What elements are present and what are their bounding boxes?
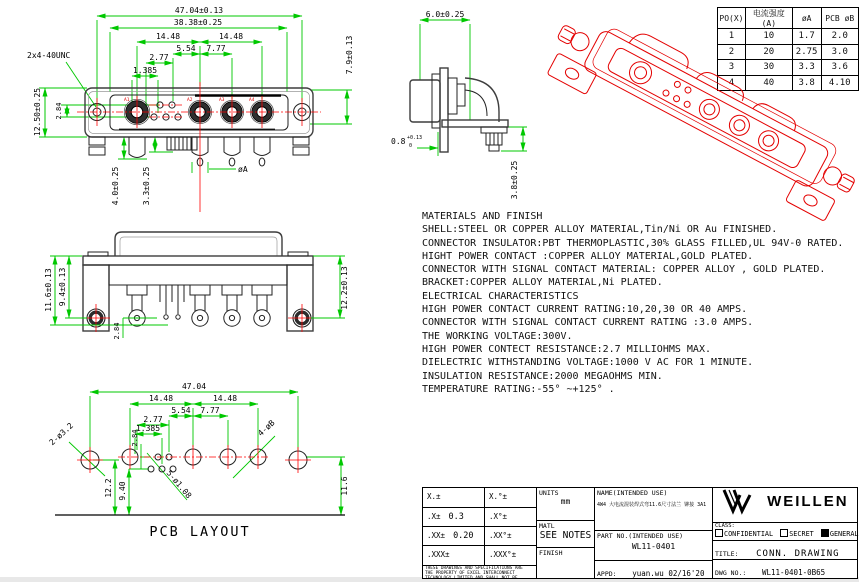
note-line: ELECTRICAL CHARACTERISTICS — [422, 290, 579, 302]
dim-pin-length: 4.0±0.25 — [111, 166, 120, 206]
table-header-row — [718, 8, 859, 29]
cell: 3.0 — [821, 44, 858, 60]
note-line: SHELL:STEEL OR COPPER ALLOY MATERIAL,Tin/Ni OR Au FINISHED. — [422, 224, 778, 236]
cell: 40 — [745, 75, 792, 91]
thread-callout: 2x4-40UNC — [27, 51, 71, 60]
brand-cell — [713, 488, 857, 523]
name-value: 4W4 大电流混装焊式弯11.6尺寸法兰 铆接 3A1 — [597, 502, 707, 508]
tol-value: 0.3 — [448, 512, 464, 522]
part-no-value: WL11-0401 — [631, 542, 676, 551]
note-line: DIELECTRIC WITHSTANDING VOLTAGE:1000 V AC FOR 1 MINUTE. — [422, 357, 754, 369]
pcb-dimension-text — [48, 382, 349, 540]
part-no-label: PART NO.(INTENDED USE) — [597, 532, 684, 540]
tol-cell — [423, 488, 485, 508]
pcb-dim-777: 7.77 — [200, 406, 220, 415]
note-line: CONNECTOR WITH SIGNAL CONTACT MATERIAL: COPPER ALLOY , GOLD PLATED. — [422, 264, 826, 276]
matl-cell — [537, 521, 595, 548]
tol-cell — [423, 527, 485, 546]
contact-label-a1: A1 — [124, 98, 130, 103]
units-label: UNITS — [539, 489, 559, 497]
col-header-oa: øA — [792, 8, 821, 29]
dim-total-width: 47.04±0.13 — [174, 6, 224, 15]
pcb-holes — [55, 445, 345, 515]
pcb-dim-pitch-r: 14.48 — [212, 394, 238, 403]
dim-08: 0.8 — [391, 137, 406, 146]
dim-116: 11.6±0.13 — [44, 268, 53, 312]
pcb-dim-284: 2.84 — [131, 429, 139, 447]
pcb-dim-554: 5.54 — [171, 406, 191, 415]
cell: 3.8 — [792, 75, 821, 91]
dim-pin-length2: 3.3±0.25 — [142, 166, 151, 206]
brand-name: WEILLEN — [767, 493, 849, 510]
pcb-layout-title: PCB LAYOUT — [149, 524, 251, 540]
appd-value: yuan.wu 02/16'20 — [632, 569, 705, 578]
class-option-secret: SECRET — [789, 530, 814, 538]
note-line: CONNECTOR WITH SIGNAL CONTACT CURRENT RATING :3.0 AMPS. — [422, 317, 754, 329]
iso-connector — [540, 0, 859, 225]
tol-label: X.°± — [489, 492, 508, 501]
checkbox-general — [821, 529, 829, 537]
cell: 3.6 — [821, 60, 858, 76]
checkbox-confidential — [715, 529, 723, 537]
side-dimension-lines — [417, 20, 527, 156]
cell: 2.75 — [792, 44, 821, 60]
rear-body — [82, 232, 316, 332]
contact-label-a3: A3 — [219, 98, 225, 103]
pcb-dim-pitch-l: 14.48 — [148, 394, 174, 403]
note-line: BRACKET:COPPER ALLOY MATERIAL,Ni PLATED. — [422, 277, 663, 289]
cell: 4 — [718, 75, 746, 91]
pcb-dim-277: 2.77 — [143, 415, 163, 424]
finish-label: FINISH — [539, 549, 563, 557]
drawing-title-value: CONN. DRAWING — [756, 549, 840, 559]
note-line: MATERIALS AND FINISH — [422, 211, 543, 222]
legal-notice — [423, 566, 537, 581]
note-line: CONNECTOR INSULATOR:PBT THERMOPLASTIC,30% GLASS FILLED,UL 94V-0 RATED. — [422, 237, 844, 249]
title-cell — [713, 541, 857, 560]
weillen-logo-icon — [721, 488, 757, 514]
legal-line: THESE DRAWINGS AND SPECIFICATIONS ARE — [425, 566, 523, 571]
materials-notes — [422, 210, 859, 396]
pcb-callout-mount-holes: 2-ø3.2 — [47, 421, 76, 448]
pcb-dim-total: 47.04 — [181, 382, 207, 391]
tol-cell — [485, 546, 537, 566]
cell: 30 — [745, 60, 792, 76]
contact-label-a2: A2 — [187, 98, 193, 103]
dim-38: 3.8±0.25 — [510, 160, 519, 200]
cell: 3.3 — [792, 60, 821, 76]
cell: 1 — [718, 29, 746, 45]
note-line: HIGHT POWER CONTACT :COPPER ALLOY MATERIAL,GOLD PLATED. — [422, 250, 754, 262]
name-label: NAME(INTENDED USE) — [597, 489, 668, 497]
pcb-layout-view — [25, 378, 385, 543]
side-view — [385, 0, 535, 220]
matl-value: SEE NOTES — [539, 530, 592, 541]
dim-284-rear: 2.84 — [113, 322, 121, 340]
cell: 2 — [718, 44, 746, 60]
dim-79: 7.9±0.13 — [345, 35, 354, 75]
cell: 2.0 — [821, 29, 858, 45]
tol-cell — [485, 527, 537, 546]
tol-label: .XX°± — [489, 531, 512, 540]
title-block — [422, 487, 858, 579]
checkbox-secret — [780, 529, 788, 537]
appd-label: APPD: — [597, 570, 617, 578]
tol-label: .X± — [427, 512, 441, 521]
tol-label: X.± — [427, 492, 441, 501]
dim-277: 2.77 — [149, 53, 169, 62]
tol-cell — [423, 546, 485, 566]
col-header-pcb-ob: PCB øB — [821, 8, 858, 29]
dim-1385: 1.385 — [132, 66, 158, 75]
front-pins — [89, 137, 309, 166]
col-header-po: PO(X) — [718, 8, 746, 29]
cell: 3 — [718, 60, 746, 76]
pcb-dim-1385: 1.385 — [135, 424, 161, 433]
tol-cell — [485, 508, 537, 527]
pcb-callout-signal-holes: 5-ø1.08 — [164, 468, 194, 501]
note-line: THE WORKING VOLTAGE:300V. — [422, 330, 573, 342]
note-line: TEMPERATURE RATING:-55° ~+125° . — [422, 383, 615, 395]
class-label: CLASS: — [715, 523, 735, 529]
dwg-no-cell — [713, 560, 857, 578]
cell: 20 — [745, 44, 792, 60]
note-line: HIGH POWER CONTACT CURRENT RATING:10,20,30 OR 40 AMPS. — [422, 304, 748, 316]
appd-cell — [595, 561, 713, 578]
class-option-general: GENERAL — [829, 530, 859, 538]
tol-label: .X°± — [489, 512, 508, 521]
dim-94: 9.4±0.13 — [58, 267, 67, 307]
part-no-cell — [595, 531, 713, 561]
pcb-callout-power-holes: 4-øB — [256, 418, 277, 438]
legal-line: TECHNOLOGY LIMITED AND SHALL NOT BE — [425, 575, 518, 581]
pcb-dim-116: 11.6 — [340, 476, 349, 496]
dwg-no-value: WL11-0401-0B65 — [761, 568, 826, 577]
pcb-dim-122: 12.2 — [104, 478, 113, 498]
note-line: INSULATION RESISTANCE:2000 MEGAOHMS MIN. — [422, 370, 663, 382]
tol-label: .XXX± — [427, 550, 450, 559]
tol-cell — [485, 488, 537, 508]
pcb-dim-940: 9.40 — [118, 481, 127, 501]
dim-777: 7.77 — [206, 44, 226, 53]
dim-554: 5.54 — [176, 44, 196, 53]
class-option-confidential: CONFIDENTIAL — [724, 530, 774, 538]
rear-view — [25, 228, 370, 370]
units-cell — [537, 488, 595, 521]
tol-cell — [423, 508, 485, 527]
dim-shell-width: 38.38±0.25 — [173, 18, 223, 27]
dim-60: 6.0±0.25 — [425, 10, 465, 19]
dim-08-lower-tol: 0 — [409, 143, 413, 149]
dim-122: 12.2±0.13 — [340, 266, 349, 310]
cell: 10 — [745, 29, 792, 45]
units-value: mm — [560, 497, 571, 506]
class-options — [713, 529, 857, 538]
tol-label: .XX± — [427, 531, 446, 540]
dim-284: 2.84 — [55, 102, 63, 120]
col-header-current: 电流强度(A) — [745, 8, 792, 29]
dim-oa: øA — [238, 165, 248, 174]
class-cell — [713, 523, 857, 541]
front-body — [85, 88, 313, 137]
matl-label: MATL — [539, 522, 555, 530]
legal-line: THE PROPERTY OF EXCEL INTERCONNECT — [425, 570, 515, 576]
rear-dimension-text — [44, 266, 349, 339]
dwg-no-label: DWG NO.: — [715, 569, 747, 577]
note-line: HIGH POWER CONTECT RESISTANCE:2.7 MILLIOHMS MAX. — [422, 343, 711, 355]
name-cell — [595, 488, 713, 531]
tol-label: .XXX°± — [489, 550, 517, 559]
isometric-view — [540, 30, 850, 210]
dim-pitch-left: 14.48 — [155, 32, 181, 41]
side-body — [410, 68, 508, 152]
cell: 4.10 — [821, 75, 858, 91]
drawing-title-label: TITLE: — [715, 550, 739, 558]
tol-value: 0.20 — [453, 531, 474, 541]
dim-1250: 12.50±0.25 — [33, 87, 42, 137]
contact-label-a4: A4 — [249, 98, 255, 103]
finish-cell — [537, 548, 595, 578]
dim-08-upper-tol: +0.13 — [407, 135, 423, 141]
front-view — [25, 0, 370, 225]
dim-pitch-right: 14.48 — [218, 32, 244, 41]
cell: 1.7 — [792, 29, 821, 45]
